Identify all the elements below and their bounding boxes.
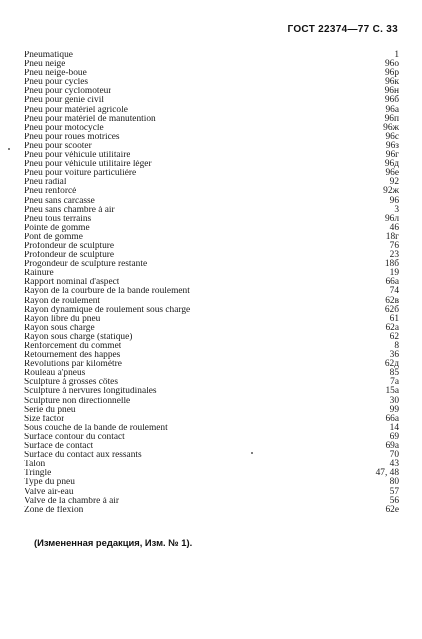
index-term: Pneu pour scooter: [24, 141, 92, 151]
index-ref-number: 14: [389, 422, 399, 433]
index-entry: [24, 106, 399, 115]
index-term: Talon: [24, 460, 46, 470]
index-ref-number: 92: [389, 177, 399, 188]
index-entry: [24, 433, 399, 442]
index-ref-number: 96д: [384, 159, 399, 170]
index-entry: [24, 497, 399, 506]
index-entry: [24, 269, 399, 278]
index-entry: [24, 215, 399, 224]
index-ref-number: 57: [389, 486, 399, 497]
index-entry: [24, 360, 399, 369]
index-term: Rayon sous charge (statique): [24, 332, 133, 342]
index-entry: [24, 60, 399, 69]
index-ref-number: 18г: [385, 231, 399, 242]
index-ref-number: 96е: [385, 168, 399, 179]
index-term: Rouleau a'pneus: [24, 369, 86, 379]
index-ref-number: 23: [389, 250, 399, 261]
index-term: Rayon libre du pneu: [24, 314, 101, 324]
index-entry: [24, 469, 399, 478]
index-term: Rayon sous charge: [24, 323, 95, 333]
index-term: Retournement des happes: [24, 351, 121, 361]
index-ref-number: 18б: [384, 259, 399, 270]
index-term: Pneu pour véhicule utilitaire: [24, 151, 131, 161]
index-term: Pneu radial: [24, 178, 67, 188]
index-ref-number: 96р: [384, 68, 399, 79]
index-entry: [24, 442, 399, 451]
scan-speck: [251, 452, 253, 454]
index-term: Pont de gomme: [24, 232, 83, 242]
amendment-note: (Измененная редакция, Изм. № 1).: [34, 537, 193, 548]
index-ref-number: 15а: [385, 386, 399, 397]
index-term: Type du pneu: [24, 478, 75, 488]
index-ref-number: 74: [389, 286, 399, 297]
index-term: Pneu pour roues motrices: [24, 132, 120, 142]
index-term: Valve de la chambre à air: [24, 496, 119, 506]
index-entry: [24, 342, 399, 351]
index-ref-number: 1: [394, 50, 399, 60]
index-entry: [24, 206, 399, 215]
index-ref-number: 62в: [385, 295, 399, 306]
index-entry: [24, 351, 399, 360]
scan-speck: [8, 148, 10, 150]
index-entry: [24, 387, 399, 396]
index-entry: [24, 297, 399, 306]
index-term: Pneu pour cyclomoteur: [24, 87, 112, 97]
index-entry: [24, 333, 399, 342]
index-term: Serie du pneu: [24, 405, 76, 415]
index-term: Surface de contact: [24, 442, 94, 452]
index-ref-number: 66а: [385, 413, 399, 424]
index-ref-number: 96к: [385, 77, 399, 88]
index-term: Pneu neige-boue: [24, 69, 87, 79]
index-term: Profondeur de sculpture: [24, 241, 115, 251]
index-ref-number: 46: [389, 222, 399, 233]
index-entry: [24, 506, 399, 515]
index-term: Valve air-eau: [24, 487, 74, 497]
index-term: Pneu pour voiture particulière: [24, 169, 137, 179]
index-ref-number: 3: [394, 204, 399, 215]
index-ref-number: 69а: [385, 441, 399, 452]
index-entry: [24, 187, 399, 196]
index-ref-number: 30: [389, 395, 399, 406]
index-entry: [24, 242, 399, 251]
index-ref-number: 19: [389, 268, 399, 279]
index-ref-number: 96а: [385, 104, 399, 115]
index-entry: [24, 378, 399, 387]
index-ref-number: 36: [389, 350, 399, 361]
index-entry: [24, 78, 399, 87]
index-entry: [24, 251, 399, 260]
index-ref-number: 66а: [385, 277, 399, 288]
index-ref-number: 61: [389, 313, 399, 324]
index-term: Size factor: [24, 414, 65, 424]
index-entry: [24, 397, 399, 406]
index-term: Sculpture à grosses côtes: [24, 378, 118, 388]
index-entry: [24, 69, 399, 78]
index-term: Rayon de roulement: [24, 296, 101, 306]
index-ref-number: 56: [389, 495, 399, 506]
index-entry: [24, 151, 399, 160]
index-ref-number: 96з: [385, 140, 399, 151]
index-ref-number: 96: [389, 195, 399, 206]
index-term: Pneu pour motocycle: [24, 123, 104, 133]
index-entry: [24, 133, 399, 142]
index-term: Pneu pour cycles: [24, 78, 89, 88]
index-entry: [24, 324, 399, 333]
index-term: Surface contour du contact: [24, 432, 125, 442]
index-entry: [24, 424, 399, 433]
index-entry: [24, 488, 399, 497]
index-ref-number: 62: [389, 331, 399, 342]
index-term: Pneu sans carcasse: [24, 196, 95, 206]
index-entry: [24, 306, 399, 315]
index-entry: [24, 415, 399, 424]
index-entry: [24, 197, 399, 206]
index-term: Renforcement du commet: [24, 342, 122, 351]
index-term: Progondeur de sculpture restante: [24, 260, 148, 270]
index-ref-number: 43: [389, 459, 399, 470]
index-term: Pneu sans chambre à air: [24, 205, 115, 215]
index-term: Pneu pour véhicule utilitaire léger: [24, 160, 152, 170]
index-entry: [24, 169, 399, 178]
index-ref-number: 70: [389, 450, 399, 461]
index-term: Rapport nominal d'aspect: [24, 278, 120, 288]
index-term: Sculpture à nervures longitudinales: [24, 387, 157, 397]
index-term: Pneu pour matériel agricole: [24, 105, 128, 115]
index-ref-number: 62а: [385, 322, 399, 333]
index-term: Pneu pour genie civil: [24, 96, 104, 106]
index-term: Pneu pour matériel de manutention: [24, 114, 156, 124]
index-ref-number: 47, 48: [375, 468, 399, 479]
index-entry: [24, 178, 399, 187]
index-ref-number: 80: [389, 477, 399, 488]
index-entry: [24, 224, 399, 233]
index-entry: [24, 160, 399, 169]
index-term: Pointe de gomme: [24, 223, 90, 233]
index-ref-number: 96г: [385, 150, 399, 161]
index-term: Rainure: [24, 269, 54, 279]
index-term: Pneu neige: [24, 60, 66, 70]
index-term: Rayon dynamique de roulement sous charge: [24, 305, 191, 315]
index-ref-number: 96б: [384, 95, 399, 106]
index-ref-number: 85: [389, 368, 399, 379]
index-ref-number: 8: [394, 341, 399, 351]
index-entry: [24, 278, 399, 287]
index-term: Zone de flexion: [24, 505, 84, 515]
index-ref-number: 96п: [384, 113, 399, 124]
index-term: Pneumatique: [24, 51, 73, 60]
terms-index-list: [24, 51, 399, 515]
index-entry: [24, 460, 399, 469]
index-entry: [24, 369, 399, 378]
index-term: Sculpture non directionnelle: [24, 396, 131, 406]
index-entry: [24, 287, 399, 296]
index-term: Pneu renforcé: [24, 187, 77, 197]
index-entry: [24, 87, 399, 96]
index-ref-number: 96н: [384, 86, 399, 97]
index-term: Surface du contact aux ressants: [24, 451, 142, 461]
index-entry: [24, 233, 399, 242]
index-ref-number: 92ж: [383, 186, 399, 197]
index-entry: [24, 96, 399, 105]
index-entry: [24, 51, 399, 60]
index-ref-number: 96ж: [383, 122, 399, 133]
index-ref-number: 76: [389, 240, 399, 251]
index-term: Tringle: [24, 469, 52, 479]
index-ref-number: 99: [389, 404, 399, 415]
index-entry: [24, 315, 399, 324]
index-term: Pneu tous terrains: [24, 214, 92, 224]
index-ref-number: 62б: [384, 304, 399, 315]
index-entry: [24, 115, 399, 124]
index-term: Rayon de la courbure de la bande roulement: [24, 287, 190, 297]
index-term: Sous couche de la bande de roulement: [24, 423, 168, 433]
index-ref-number: 96о: [384, 59, 399, 70]
index-entry: [24, 142, 399, 151]
index-entry: [24, 124, 399, 133]
index-ref-number: 96с: [385, 131, 399, 142]
index-term: Profondeur de sculpture: [24, 251, 115, 261]
index-ref-number: 69: [389, 431, 399, 442]
index-entry: [24, 406, 399, 415]
index-ref-number: 7а: [390, 377, 399, 388]
index-entry: [24, 260, 399, 269]
running-head: ГОСТ 22374—77 С. 33: [287, 24, 398, 35]
index-entry: [24, 451, 399, 460]
index-ref-number: 62д: [384, 359, 399, 370]
index-entry: [24, 478, 399, 487]
index-ref-number: 62е: [385, 504, 399, 515]
index-term: Revolutions par kilomètre: [24, 360, 122, 370]
index-ref-number: 96л: [384, 213, 399, 224]
